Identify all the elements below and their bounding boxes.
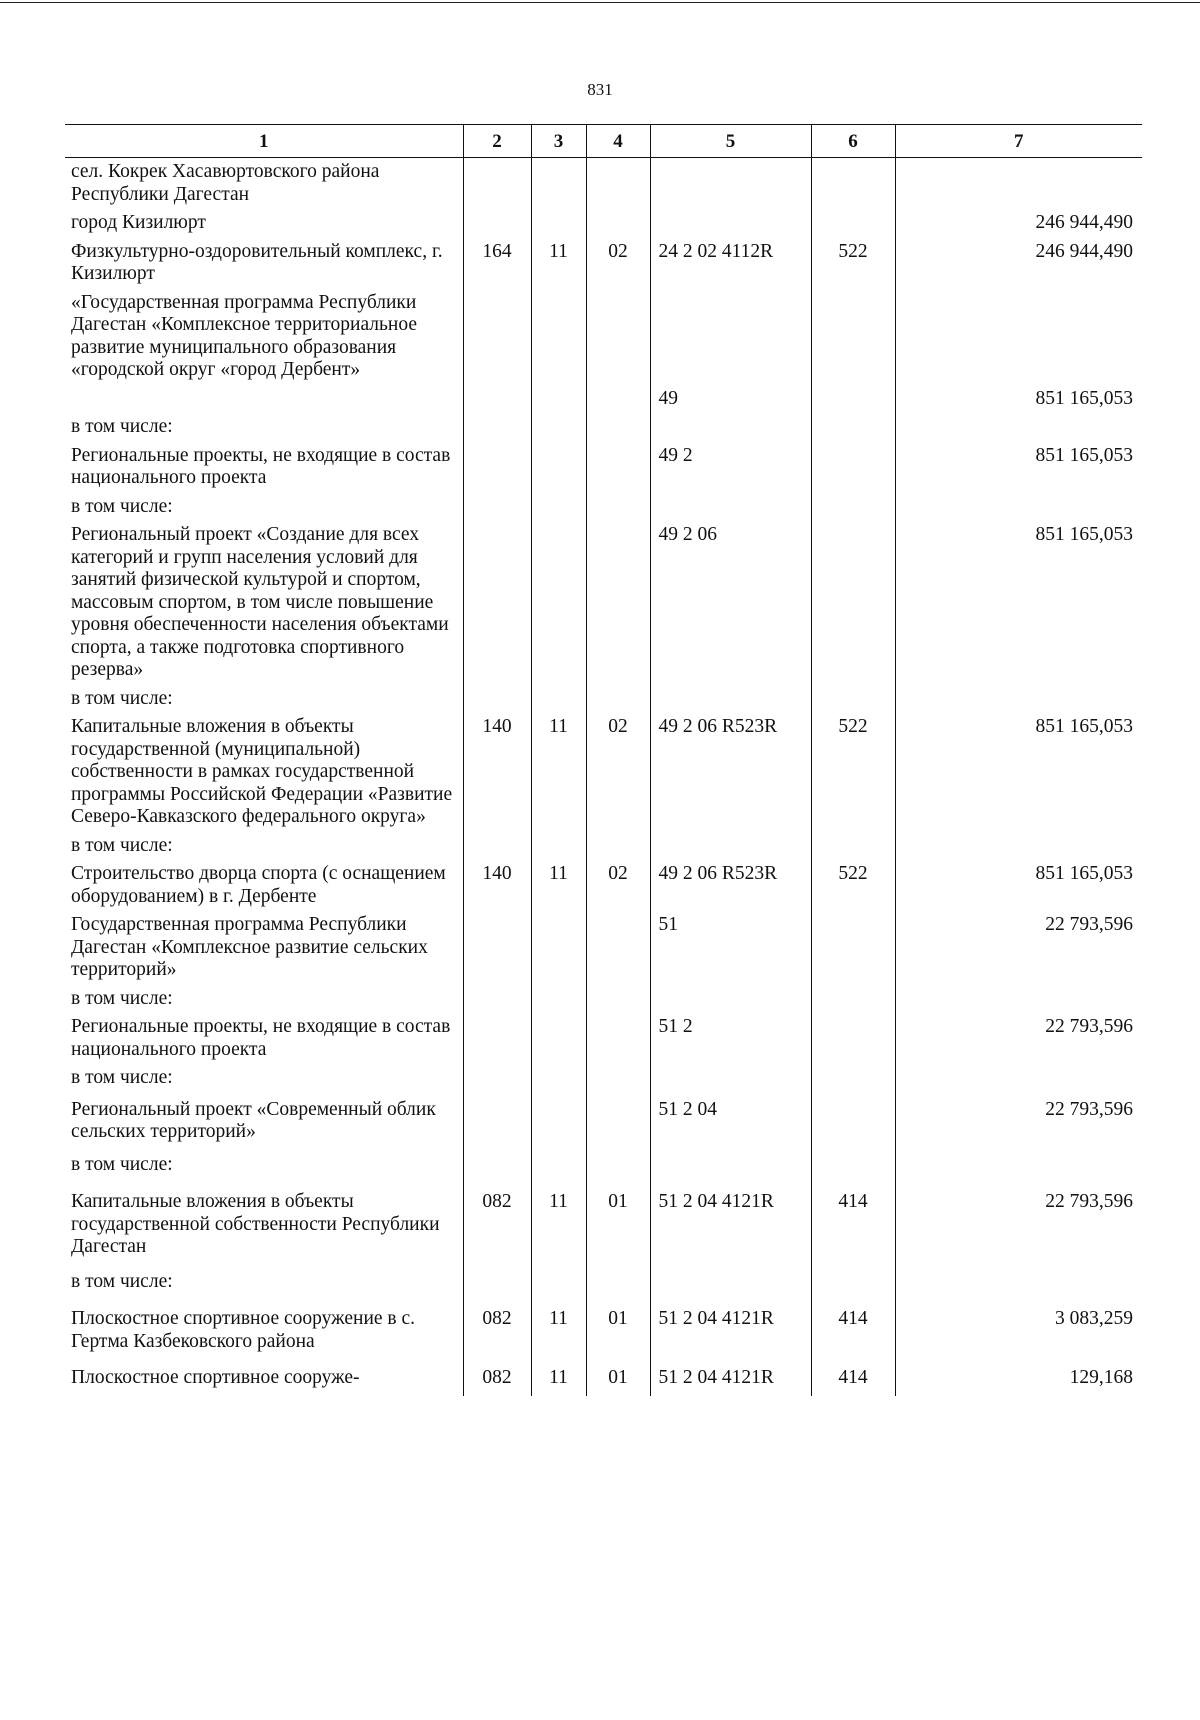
- cell-col2: 082: [463, 1297, 531, 1359]
- table-row: [65, 685, 1142, 714]
- cell-col3: [531, 158, 586, 210]
- cell-col2: 082: [463, 1359, 531, 1396]
- cell-col4: 02: [586, 713, 650, 832]
- cell-col6: [811, 1013, 895, 1064]
- table-row: [65, 832, 1142, 861]
- cell-name: Государственная программа Республики Дагестан «Комплексное развитие сельских территорий»: [71, 914, 428, 980]
- table-row: [65, 493, 1142, 522]
- cell-amount: 22 793,596: [895, 1180, 1142, 1265]
- cell-amount: 22 793,596: [895, 1013, 1142, 1064]
- cell-col3: [531, 385, 586, 414]
- cell-col4: [586, 521, 650, 685]
- cell-name: в том числе:: [71, 1153, 173, 1175]
- cell-col4: [586, 685, 650, 714]
- table-row: [65, 1265, 1142, 1298]
- cell-code: [650, 1064, 811, 1093]
- cell-name: сел. Кокрек Хасавюртовского района Республики Дагестан: [71, 161, 380, 205]
- cell-amount: [895, 1064, 1142, 1093]
- cell-col6: [811, 521, 895, 685]
- cell-name: Капитальные вложения в объекты государственной (муниципальной) собственности в рамках государственной программы Российской Федерации «Развитие Северо-Кавказского федерального округа»: [71, 716, 453, 827]
- cell-col6: 522: [811, 713, 895, 832]
- cell-col6: [811, 1265, 895, 1298]
- table-row: [65, 1013, 1142, 1064]
- cell-col2: 164: [463, 238, 531, 289]
- cell-col2: [463, 493, 531, 522]
- cell-amount: [895, 289, 1142, 385]
- table-row: [65, 1064, 1142, 1093]
- cell-name: Капитальные вложения в объекты государственной собственности Республики Дагестан: [71, 1191, 440, 1257]
- cell-name: в том числе:: [71, 416, 173, 437]
- cell-code: [650, 685, 811, 714]
- cell-col6: 522: [811, 238, 895, 289]
- cell-col6: 414: [811, 1359, 895, 1396]
- cell-name: Плоскостное спортивное сооруже-: [71, 1367, 360, 1388]
- table-row: [65, 521, 1142, 685]
- cell-code: 24 2 02 4112R: [650, 238, 811, 289]
- cell-name: город Кизилюрт: [71, 212, 206, 233]
- cell-col3: [531, 911, 586, 985]
- table-row: [65, 985, 1142, 1014]
- cell-col6: 414: [811, 1180, 895, 1265]
- table-row: [65, 1148, 1142, 1181]
- cell-name: Строительство дворца спорта (с оснащением оборудованием) в г. Дербенте: [71, 863, 446, 907]
- cell-name: в том числе:: [71, 1067, 173, 1088]
- cell-code: [650, 493, 811, 522]
- cell-amount: [895, 832, 1142, 861]
- cell-amount: 851 165,053: [895, 442, 1142, 493]
- cell-col3: [531, 289, 586, 385]
- cell-col2: [463, 985, 531, 1014]
- cell-col6: [811, 832, 895, 861]
- cell-amount: 246 944,490: [895, 209, 1142, 238]
- cell-code: 49 2: [650, 442, 811, 493]
- table-row: [65, 209, 1142, 238]
- cell-amount: [895, 1265, 1142, 1298]
- cell-amount: [895, 413, 1142, 442]
- cell-name: в том числе:: [71, 687, 173, 709]
- cell-code: [650, 985, 811, 1014]
- cell-col6: [811, 911, 895, 985]
- page-number: 831: [587, 80, 613, 99]
- cell-col3: [531, 1265, 586, 1298]
- cell-amount: 851 165,053: [895, 860, 1142, 911]
- cell-col4: [586, 1093, 650, 1148]
- cell-col4: 01: [586, 1180, 650, 1265]
- table-row: [65, 1359, 1142, 1396]
- cell-name: Региональные проекты, не входящие в состав национального проекта: [71, 444, 451, 488]
- cell-col3: [531, 1148, 586, 1181]
- scan-edge-line: [0, 2, 1200, 3]
- table-row: [65, 238, 1142, 289]
- cell-col4: [586, 413, 650, 442]
- cell-col4: [586, 1064, 650, 1093]
- cell-col6: [811, 1093, 895, 1148]
- table-row: [65, 385, 1142, 414]
- column-header: 7: [895, 125, 1142, 158]
- cell-col2: 140: [463, 713, 531, 832]
- cell-col2: [463, 413, 531, 442]
- cell-col4: [586, 1148, 650, 1181]
- cell-col3: [531, 685, 586, 714]
- cell-col2: [463, 1064, 531, 1093]
- cell-col2: 140: [463, 860, 531, 911]
- cell-col2: [463, 158, 531, 210]
- cell-amount: 3 083,259: [895, 1297, 1142, 1359]
- cell-col6: [811, 209, 895, 238]
- cell-amount: 22 793,596: [895, 1093, 1142, 1148]
- cell-col3: [531, 985, 586, 1014]
- cell-col2: [463, 685, 531, 714]
- cell-name: «Государственная программа Республики Дагестан «Комплексное территориальное развитие муниципального образования «городской округ «город Дербент»: [71, 291, 417, 380]
- cell-col2: [463, 1093, 531, 1148]
- cell-amount: 851 165,053: [895, 385, 1142, 414]
- cell-col6: [811, 442, 895, 493]
- cell-col4: [586, 289, 650, 385]
- cell-amount: [895, 1148, 1142, 1181]
- cell-amount: 851 165,053: [895, 713, 1142, 832]
- table-row: [65, 158, 1142, 210]
- table-row: [65, 1093, 1142, 1148]
- cell-col3: [531, 521, 586, 685]
- cell-col2: [463, 1148, 531, 1181]
- cell-col2: [463, 911, 531, 985]
- column-header: 5: [650, 125, 811, 158]
- cell-col3: [531, 493, 586, 522]
- cell-name: в том числе:: [71, 834, 173, 856]
- cell-col3: [531, 413, 586, 442]
- cell-code: 51 2: [650, 1013, 811, 1064]
- table-row: [65, 860, 1142, 911]
- cell-col2: [463, 1013, 531, 1064]
- cell-col4: 01: [586, 1359, 650, 1396]
- cell-amount: [895, 493, 1142, 522]
- cell-col2: 082: [463, 1180, 531, 1265]
- cell-code: [650, 413, 811, 442]
- cell-col3: [531, 1064, 586, 1093]
- cell-amount: 129,168: [895, 1359, 1142, 1396]
- cell-code: 49 2 06 R523R: [650, 860, 811, 911]
- cell-col2: [463, 521, 531, 685]
- cell-name: Региональные проекты, не входящие в состав национального проекта: [71, 1016, 451, 1060]
- cell-col6: 414: [811, 1297, 895, 1359]
- cell-name: в том числе:: [71, 1270, 173, 1292]
- cell-code: [650, 158, 811, 210]
- cell-code: [650, 1265, 811, 1298]
- cell-name: Региональный проект «Создание для всех категорий и групп населения условий для занятий физической культурой и спортом, массовым спортом, в том числе повышение уровня обеспеченности населения объектами спорта, а также подготовка спортивного резерва»: [71, 524, 449, 680]
- cell-col6: [811, 685, 895, 714]
- cell-col2: [463, 832, 531, 861]
- cell-code: 51 2 04 4121R: [650, 1359, 811, 1396]
- cell-col2: [463, 385, 531, 414]
- cell-amount: 22 793,596: [895, 911, 1142, 985]
- cell-amount: 851 165,053: [895, 521, 1142, 685]
- cell-code: [650, 832, 811, 861]
- cell-col6: [811, 413, 895, 442]
- cell-col3: 11: [531, 1180, 586, 1265]
- cell-col4: [586, 158, 650, 210]
- cell-col6: [811, 289, 895, 385]
- cell-col4: [586, 442, 650, 493]
- cell-col3: [531, 1013, 586, 1064]
- cell-col4: [586, 1013, 650, 1064]
- cell-name: Физкультурно-оздоровительный комплекс, г. Кизилюрт: [71, 240, 443, 284]
- cell-code: 51: [650, 911, 811, 985]
- cell-col6: [811, 158, 895, 210]
- cell-col3: 11: [531, 238, 586, 289]
- cell-col2: [463, 1265, 531, 1298]
- cell-col4: [586, 209, 650, 238]
- cell-col3: 11: [531, 860, 586, 911]
- cell-col3: 11: [531, 1359, 586, 1396]
- cell-col6: [811, 493, 895, 522]
- cell-amount: [895, 158, 1142, 210]
- cell-col6: [811, 1064, 895, 1093]
- cell-col3: 11: [531, 1297, 586, 1359]
- cell-col6: 522: [811, 860, 895, 911]
- cell-amount: [895, 685, 1142, 714]
- budget-table: [65, 124, 1142, 1396]
- cell-col2: [463, 442, 531, 493]
- cell-name: Плоскостное спортивное сооружение в с. Гертма Казбековского района: [71, 1308, 416, 1352]
- cell-col4: 02: [586, 238, 650, 289]
- cell-code: 51 2 04: [650, 1093, 811, 1148]
- cell-code: 49 2 06: [650, 521, 811, 685]
- cell-code: [650, 1148, 811, 1181]
- table-row: [65, 442, 1142, 493]
- cell-name: Региональный проект «Современный облик сельских территорий»: [71, 1098, 436, 1142]
- column-header: 1: [65, 125, 463, 158]
- cell-name: [65, 385, 463, 414]
- cell-amount: 246 944,490: [895, 238, 1142, 289]
- column-header: 2: [463, 125, 531, 158]
- cell-col4: 01: [586, 1297, 650, 1359]
- cell-col3: [531, 442, 586, 493]
- cell-col3: [531, 1093, 586, 1148]
- cell-code: 51 2 04 4121R: [650, 1297, 811, 1359]
- table-row: [65, 911, 1142, 985]
- cell-col6: [811, 385, 895, 414]
- cell-col6: [811, 1148, 895, 1181]
- table-row: [65, 1180, 1142, 1265]
- table-header-row: [65, 125, 1142, 158]
- budget-table-container: [65, 124, 1142, 1396]
- cell-col4: [586, 1265, 650, 1298]
- cell-col4: [586, 385, 650, 414]
- cell-amount: [895, 985, 1142, 1014]
- cell-name: в том числе:: [71, 495, 173, 517]
- cell-col6: [811, 985, 895, 1014]
- table-row: [65, 289, 1142, 385]
- column-header: 6: [811, 125, 895, 158]
- cell-col4: [586, 985, 650, 1014]
- table-row: [65, 713, 1142, 832]
- cell-code: 51 2 04 4121R: [650, 1180, 811, 1265]
- table-row: [65, 413, 1142, 442]
- column-header: 4: [586, 125, 650, 158]
- cell-col4: [586, 832, 650, 861]
- cell-col2: [463, 289, 531, 385]
- cell-col4: [586, 911, 650, 985]
- cell-name: в том числе:: [71, 987, 173, 1009]
- cell-code: 49 2 06 R523R: [650, 713, 811, 832]
- cell-code: [650, 209, 811, 238]
- table-row: [65, 1297, 1142, 1359]
- cell-col3: 11: [531, 713, 586, 832]
- cell-col4: 02: [586, 860, 650, 911]
- cell-col3: [531, 209, 586, 238]
- cell-col2: [463, 209, 531, 238]
- column-header: 3: [531, 125, 586, 158]
- cell-col4: [586, 493, 650, 522]
- cell-col3: [531, 832, 586, 861]
- cell-code: 49: [650, 385, 811, 414]
- cell-code: [650, 289, 811, 385]
